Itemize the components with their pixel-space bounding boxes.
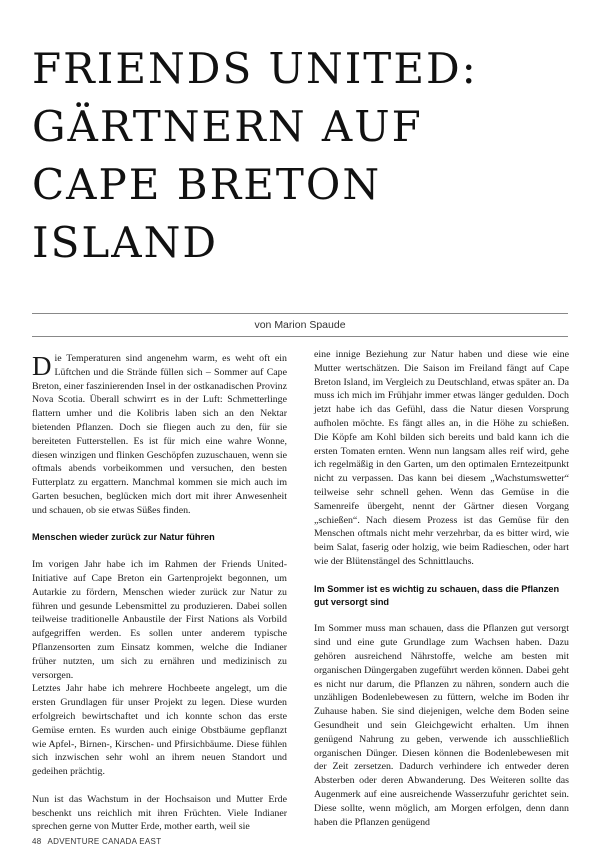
drop-cap: D (32, 351, 52, 381)
title-line: GÄRTNERN AUF (32, 102, 423, 151)
title-line: ISLAND (32, 218, 219, 267)
paragraph: Im vorigen Jahr habe ich im Rahmen der Friends United-Initiative auf Cape Breton ein Gartenprojekt begonnen, um Autarkie zu fördern, Menschen wieder zurück zur Natur zu führen und gesunde Lebensmittel zu produzieren. Dabei sollen teilweise traditionelle Anbaustile der First Nations als Vorbild aufgegriffen werden. Es sollen unter anderem typische Pflanzensorten zum Einsatz kommen, welche die Indianer früher nutzten, um sich zu ernähren und medizinisch zu versorgen. (32, 559, 287, 681)
section-heading: Im Sommer ist es wichtig zu schauen, dass die Pflanzen gut versorgt sind (314, 583, 560, 607)
paragraph-text: ie Temperaturen sind angenehm warm, es weht oft ein Lüftchen und die Strände füllen sich – Sommer auf Cape Breton, einer faszinierenden Insel in der ostkanadischen Provinz Nova Scotia. Überall schwirrt es in der Luft: Schmetterlinge flattern umher und die Kolibris laben sich an den Nektar bietenden Pflanzen. Doch sie fliegen auch zu den, für sie bereiteten Futterstellen. Es ist für mich eine wahre Wonne, diesen winzigen und flinken Geschöpfen zuzuschauen, wenn sie oftmals abends vorbeikommen und versuchen, den besten Futterplatz zu ergattern. Manchmal kommen sie mich auch im Garten besuchen, beglücken mich dort mit ihrer Anwesenheit und schauen, ob sie etwas Süßes finden. (32, 353, 287, 516)
article-title (32, 40, 592, 272)
byline-rule (32, 336, 568, 337)
paragraph: Letztes Jahr habe ich mehrere Hochbeete angelegt, um die ersten Grundlagen für unser Projekt zu legen. Diese wurden erfolgreich bewirtschaftet und ich konnte schon das erste Gemüse ernten. Es wurden auch einige Obstbäume gepflanzt wie Apfel-, Birnen-, Kirschen- und Pfirsichbäume. Diese fühlen sich inzwischen sehr wohl an ihrem neuen Standort und gedeihen prächtig. (32, 683, 287, 778)
page-footer (32, 837, 161, 846)
section-heading: Menschen wieder zurück zur Natur führen (32, 532, 215, 543)
paragraph: Nun ist das Wachstum in der Hochsaison und Mutter Erde beschenkt uns reichlich mit ihren Früchten. Viele Indianer sprechen gerne von Mutter Erde, mother earth, weil sie (32, 793, 287, 833)
byline: von Marion Spaude (254, 319, 346, 331)
paragraph: eine innige Beziehung zur Natur haben und diese wie eine Mutter wertschätzen. Die Saison im Freiland fängt auf Cape Breton Island, im Vergleich zu Deutschland, etwas später an. Da muss ich mich im Frühjahr immer etwas länger gedulden. Doch jetzt habe ich das Gefühl, dass die Natur diesen Vorsprung aufholen möchte. Es fängt alles an, in die Höhe zu schießen. Die Köpfe am Kohl bilden sich bereits und bald kann ich die ersten Tomaten ernten. Wenn nun langsam alles reif wird, gehe ich regelmäßig in den Garten, um den optimalen Erntezeitpunkt nicht zu verpassen. Das kann bei diesem „Wachstumswetter“ teilweise sehr schnell gehen. Wenn das Gemüse in die Samenreife übergeht, nennt der Gärtner diesen Vorgang „schießen“. Nach diesem Prozess ist das Gemüse für den Menschen oftmals nicht mehr verzehrbar, da es bitter wird, wie beim Salat, faserig oder holzig, wie beim Radieschen, oder hart wie der Blütenstängel des Schnittlauchs. (314, 349, 569, 567)
top-rule (32, 313, 568, 314)
title-line: CAPE BRETON (32, 160, 382, 209)
title-line: FRIENDS UNITED: (32, 44, 478, 93)
left-column (32, 352, 287, 848)
page-number: 48 (32, 837, 42, 846)
paragraph (32, 352, 287, 518)
right-column (314, 348, 569, 843)
paragraph: Im Sommer muss man schauen, dass die Pflanzen gut versorgt sind und eine gute Grundlage zum Wachsen haben. Dazu gehören ausreichend Nährstoffe, welche am besten mit organischen Düngergaben zugeführt werden können. Dabei geht es nicht nur darum, die Pflanzen zu nähren, sondern auch die unzähligen Bodenlebewesen zu füttern, welche im Boden ihr Zuhause haben. Sie sind diejenigen, welche dem Boden seine Gesundheit und sein Gleichgewicht erhalten. Um ihnen genügend Nahrung zu geben, verwende ich ausschließlich organischen Dünger. Diesen können die Bodenlebewesen mit der Zeit zersetzen. Dadurch verhindere ich entweder deren Absterben oder deren Abwanderung. Des Weiteren sollte das Augenmerk auf eine ausreichende Wasserzufuhr gerichtet sein. Diese sollte, wenn möglich, am Morgen erfolgen, denn dann haben die Pflanzen genügend (314, 623, 569, 828)
publication-name: ADVENTURE CANADA EAST (47, 837, 162, 846)
